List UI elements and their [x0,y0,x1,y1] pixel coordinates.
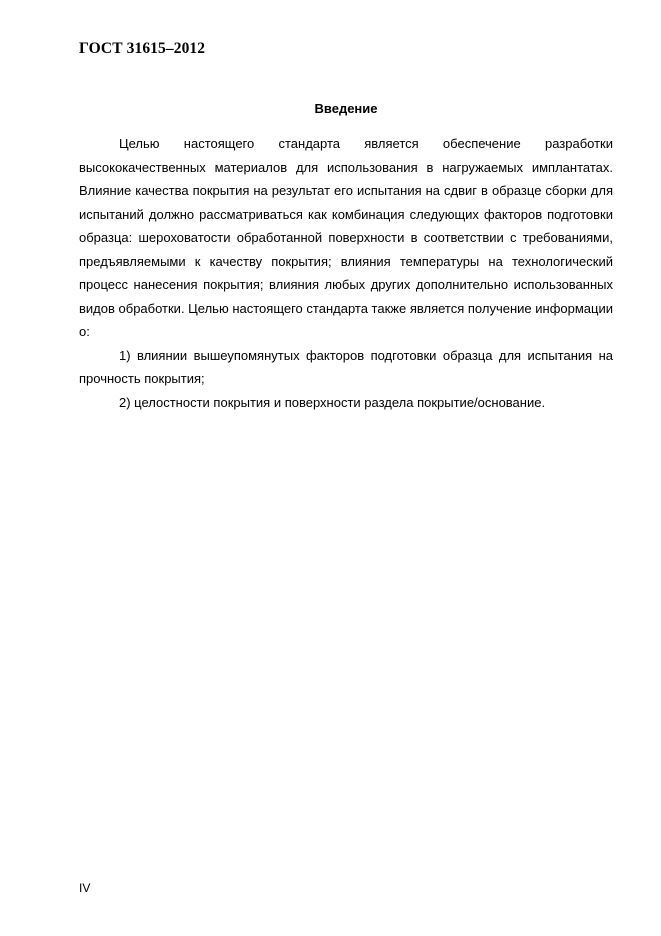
page-number: IV [79,881,91,895]
section-title: Введение [314,101,378,116]
paragraph-list-item-2: 2) целостности покрытия и поверхности раздела покрытие/основание. [119,394,546,410]
paragraph-list-item-1: 1) влиянии вышеупомянутых факторов подготовки образца для испытания на прочность покрытия; [79,347,613,386]
paragraph-intro: Целью настоящего стандарта является обеспечение разработки высококачественных материалов для использования в нагружаемых имплантатах. Влияние качества покрытия на результат его испытания на сдвиг в образце сборки для испытаний должно рассматриваться как комбинация следующих факторов подготовки образца: шероховатости обработанной поверхности в соответствии с требованиями, предъявляемыми к качеству покрытия; влияния температуры на технологический процесс нанесения покрытия; влияния любых других дополнительно использованных видов обработки. Целью настоящего стандарта также является получение информации о: [79,136,613,339]
document-header-standard-id: ГОСТ 31615–2012 [79,40,206,57]
section-body [79,132,613,414]
